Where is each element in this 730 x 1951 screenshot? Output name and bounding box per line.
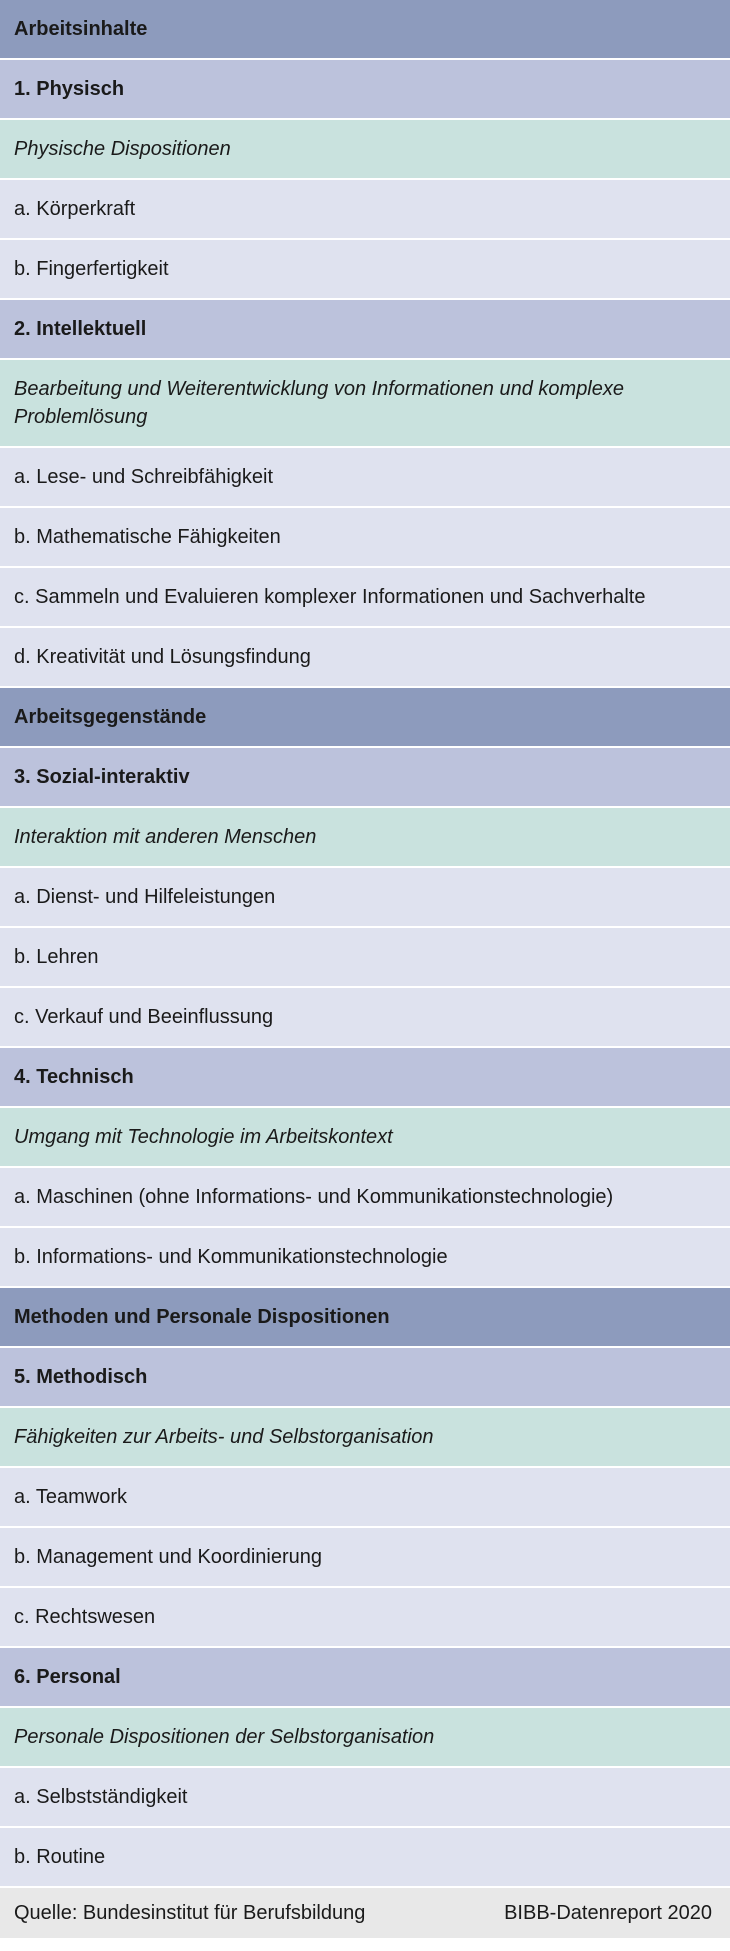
list-item: a. Teamwork <box>0 1468 730 1528</box>
source-note: Quelle: Bundesinstitut für Berufsbildung <box>14 1901 366 1924</box>
description-row: Umgang mit Technologie im Arbeitskontext <box>0 1108 730 1168</box>
list-item: c. Sammeln und Evaluieren komplexer Informationen und Sachverhalte <box>0 568 730 628</box>
list-item: a. Lese- und Schreibfähigkeit <box>0 448 730 508</box>
category-row: 6. Personal <box>0 1648 730 1708</box>
list-item: a. Körperkraft <box>0 180 730 240</box>
category-row: 3. Sozial-interaktiv <box>0 748 730 808</box>
source-footer <box>0 1888 730 1938</box>
list-item: a. Dienst- und Hilfeleistungen <box>0 868 730 928</box>
category-row: 1. Physisch <box>0 60 730 120</box>
report-credit: BIBB-Datenreport 2020 <box>504 1901 712 1924</box>
list-item: b. Mathematische Fähigkeiten <box>0 508 730 568</box>
description-row: Bearbeitung und Weiterentwicklung von Informationen und komplexe Problemlösung <box>0 360 730 448</box>
list-item: b. Informations- und Kommunikationstechnologie <box>0 1228 730 1288</box>
category-row: 4. Technisch <box>0 1048 730 1108</box>
section-header: Arbeitsgegenstände <box>0 688 730 748</box>
list-item: d. Kreativität und Lösungsfindung <box>0 628 730 688</box>
list-item: b. Management und Koordinierung <box>0 1528 730 1588</box>
list-item: b. Fingerfertigkeit <box>0 240 730 300</box>
list-item: c. Verkauf und Beeinflussung <box>0 988 730 1048</box>
list-item: a. Maschinen (ohne Informations- und Kommunikationstechnologie) <box>0 1168 730 1228</box>
description-row: Physische Dispositionen <box>0 120 730 180</box>
category-row: 2. Intellektuell <box>0 300 730 360</box>
description-row: Fähigkeiten zur Arbeits- und Selbstorganisation <box>0 1408 730 1468</box>
section-header: Arbeitsinhalte <box>0 0 730 60</box>
list-item: b. Lehren <box>0 928 730 988</box>
section-header: Methoden und Personale Dispositionen <box>0 1288 730 1348</box>
list-item: b. Routine <box>0 1828 730 1888</box>
description-row: Interaktion mit anderen Menschen <box>0 808 730 868</box>
category-row: 5. Methodisch <box>0 1348 730 1408</box>
list-item: a. Selbstständigkeit <box>0 1768 730 1828</box>
list-item: c. Rechtswesen <box>0 1588 730 1648</box>
description-row: Personale Dispositionen der Selbstorganisation <box>0 1708 730 1768</box>
